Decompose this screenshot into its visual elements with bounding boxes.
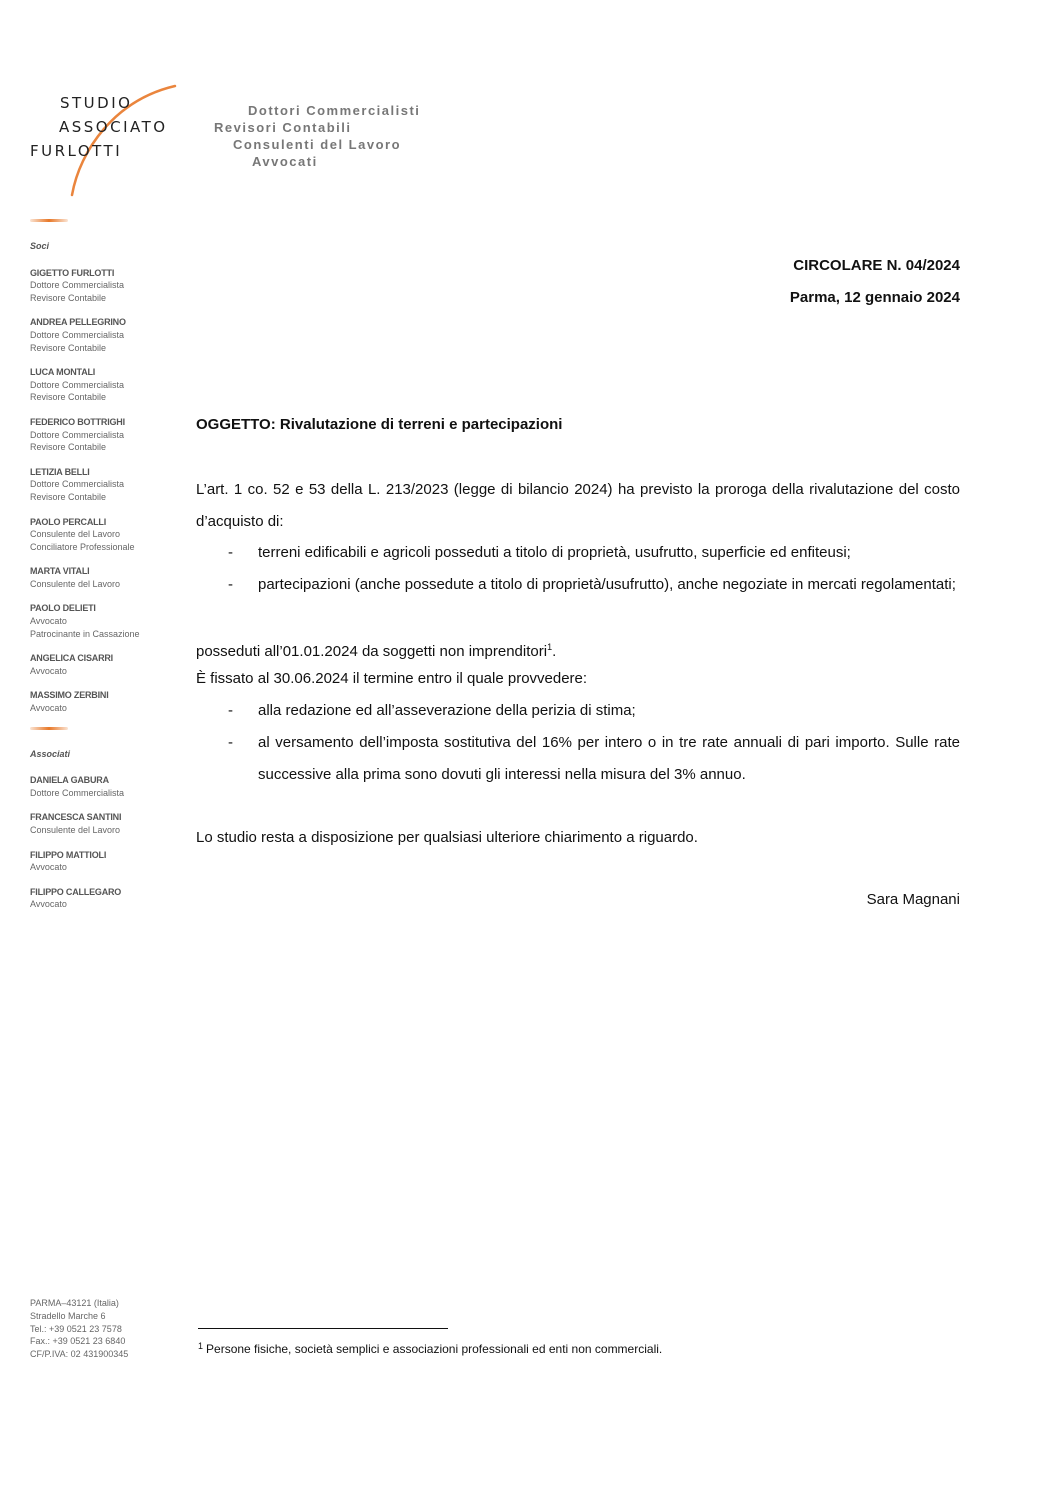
person-name: PAOLO DELIETI (30, 603, 96, 614)
list-item-text: terreni edificabili e agricoli posseduti a titolo di proprietà, usufrutto, superficie ed enfiteusi; (258, 544, 851, 561)
document-date: Parma, 12 gennaio 2024 (789, 289, 960, 306)
person-name: PAOLO PERCALLI (30, 516, 107, 527)
person-role: Consulente del Lavoro (30, 825, 121, 835)
person-name: FRANCESCA SANTINI (30, 812, 122, 823)
sidebar-person (30, 774, 180, 799)
subject-line: OGGETTO: Rivalutazione di terreni e partecipazioni (196, 416, 563, 433)
person-name: MARTA VITALI (30, 566, 90, 577)
person-role: Consulente del Lavoro (30, 529, 121, 540)
person-role: Avvocato (30, 616, 67, 627)
person-role: Dottore Commercialista (30, 280, 125, 291)
person-role: Revisore Contabile (30, 392, 107, 403)
contact-line: Fax.: +39 0521 23 6840 (30, 1336, 126, 1347)
sidebar-divider-top (30, 219, 68, 222)
associati-label: Associati (30, 748, 71, 759)
person-role: Dottore Commercialista (30, 787, 125, 798)
soci-list (30, 267, 180, 715)
sidebar-divider (30, 727, 68, 730)
contact-line: Tel.: +39 0521 23 7578 (30, 1323, 122, 1334)
person-role: Dottore Commercialista (30, 479, 125, 490)
list-item: - partecipazioni (anche possedute a titolo di proprietà/usufrutto), anche negoziate in mercati regolamentati; (196, 569, 960, 601)
sidebar-person (30, 811, 180, 836)
person-name: FILIPPO CALLEGARO (30, 886, 122, 897)
footnote-separator (198, 1328, 448, 1329)
sidebar-person (30, 849, 180, 874)
person-role: Dottore Commercialista (30, 429, 125, 440)
list-item-text: al versamento dell’imposta sostitutiva del 16% per intero o in tre rate annuali di pari importo. Sulle rate successive alla prima sono dovuti gli interessi nella misura del 3% annuo. (258, 734, 960, 783)
footnote-text: Persone fisiche, società semplici e associazioni professionali ed enti non commerciali. (206, 1342, 663, 1356)
closing-paragraph: Lo studio resta a disposizione per qualsiasi ulteriore chiarimento a riguardo. (196, 829, 698, 846)
profession-2: Revisori Contabili (214, 120, 352, 135)
posseduti-text: posseduti all’01.01.2024 da soggetti non imprenditori (196, 643, 548, 660)
sidebar-person (30, 602, 180, 640)
person-role: Dottore Commercialista (30, 329, 125, 340)
list-item-text: partecipazioni (anche possedute a titolo di proprietà/usufrutto), anche negoziate in mercati regolamentati; (258, 576, 956, 593)
footnote-ref[interactable]: 1 (547, 642, 553, 652)
person-role: Conciliatore Professionale (30, 541, 135, 552)
person-role: Avvocato (30, 862, 67, 873)
logo-line-2: ASSOCIATO (59, 118, 168, 136)
person-name: GIGETTO FURLOTTI (30, 267, 115, 278)
studio-logo (20, 80, 190, 210)
person-name: DANIELA GABURA (30, 775, 109, 786)
contact-line: CF/P.IVA: 02 431900345 (30, 1349, 129, 1360)
footnote-number: 1 (198, 1341, 204, 1351)
person-role: Revisore Contabile (30, 292, 107, 303)
profession-4: Avvocati (252, 154, 318, 169)
person-role: Revisore Contabile (30, 491, 107, 502)
circolare-number: CIRCOLARE N. 04/2024 (793, 257, 960, 274)
person-role: Dottore Commercialista (30, 379, 125, 390)
person-name: LUCA MONTALI (30, 367, 96, 378)
sidebar-person (30, 689, 180, 714)
posseduti-end: . (552, 643, 557, 660)
sidebar-person (30, 366, 180, 404)
person-role: Patrocinante in Cassazione (30, 628, 140, 639)
sidebar-person (30, 267, 180, 305)
contact-line: Stradello Marche 6 (30, 1310, 106, 1321)
sidebar-person (30, 316, 180, 354)
associati-list (30, 774, 180, 911)
contact-info (30, 1297, 128, 1361)
sidebar-person (30, 886, 180, 911)
sidebar-person (30, 516, 180, 554)
person-role: Avvocato (30, 703, 67, 714)
list-item-text: alla redazione ed all’asseverazione della perizia di stima; (258, 702, 636, 719)
profession-3: Consulenti del Lavoro (233, 137, 402, 152)
person-role: Avvocato (30, 665, 67, 676)
person-role: Consulente del Lavoro (30, 578, 121, 589)
person-name: MASSIMO ZERBINI (30, 690, 109, 701)
person-role: Revisore Contabile (30, 442, 107, 453)
deadline-paragraph: È fissato al 30.06.2024 il termine entro il quale provvedere: (196, 670, 588, 687)
person-name: FEDERICO BOTTRIGHI (30, 416, 125, 427)
contact-line: PARMA–43121 (Italia) (30, 1298, 119, 1308)
person-role: Revisore Contabile (30, 342, 107, 353)
person-role: Avvocato (30, 899, 67, 910)
sidebar-person (30, 466, 180, 504)
logo-line-3: FURLOTTI (30, 142, 123, 160)
list-item: - al versamento dell’imposta sostitutiva del 16% per intero o in tre rate annuali di pari importo. Sulle rate successive alla prima sono dovuti gli interessi nella misura del 3% annuo. (196, 727, 960, 790)
logo-line-1: STUDIO (60, 94, 133, 112)
signature: Sara Magnani (866, 891, 960, 908)
footnote (198, 1341, 662, 1356)
person-name: ANDREA PELLEGRINO (30, 317, 126, 328)
person-name: LETIZIA BELLI (30, 466, 90, 477)
intro-paragraph: L’art. 1 co. 52 e 53 della L. 213/2023 (legge di bilancio 2024) ha previsto la proroga della rivalutazione del costo d’acquisto di: (196, 481, 960, 530)
sidebar-person (30, 652, 180, 677)
list-item: - alla redazione ed all’asseverazione della perizia di stima; (196, 695, 960, 727)
sidebar-person (30, 565, 180, 590)
soci-label: Soci (30, 241, 50, 251)
sidebar-person (30, 416, 180, 454)
person-name: ANGELICA CISARRI (30, 653, 113, 664)
person-name: FILIPPO MATTIOLI (30, 849, 107, 860)
list-item: - terreni edificabili e agricoli posseduti a titolo di proprietà, usufrutto, superficie ed enfiteusi; (196, 537, 960, 569)
sidebar (30, 240, 180, 923)
profession-1: Dottori Commercialisti (248, 103, 421, 118)
